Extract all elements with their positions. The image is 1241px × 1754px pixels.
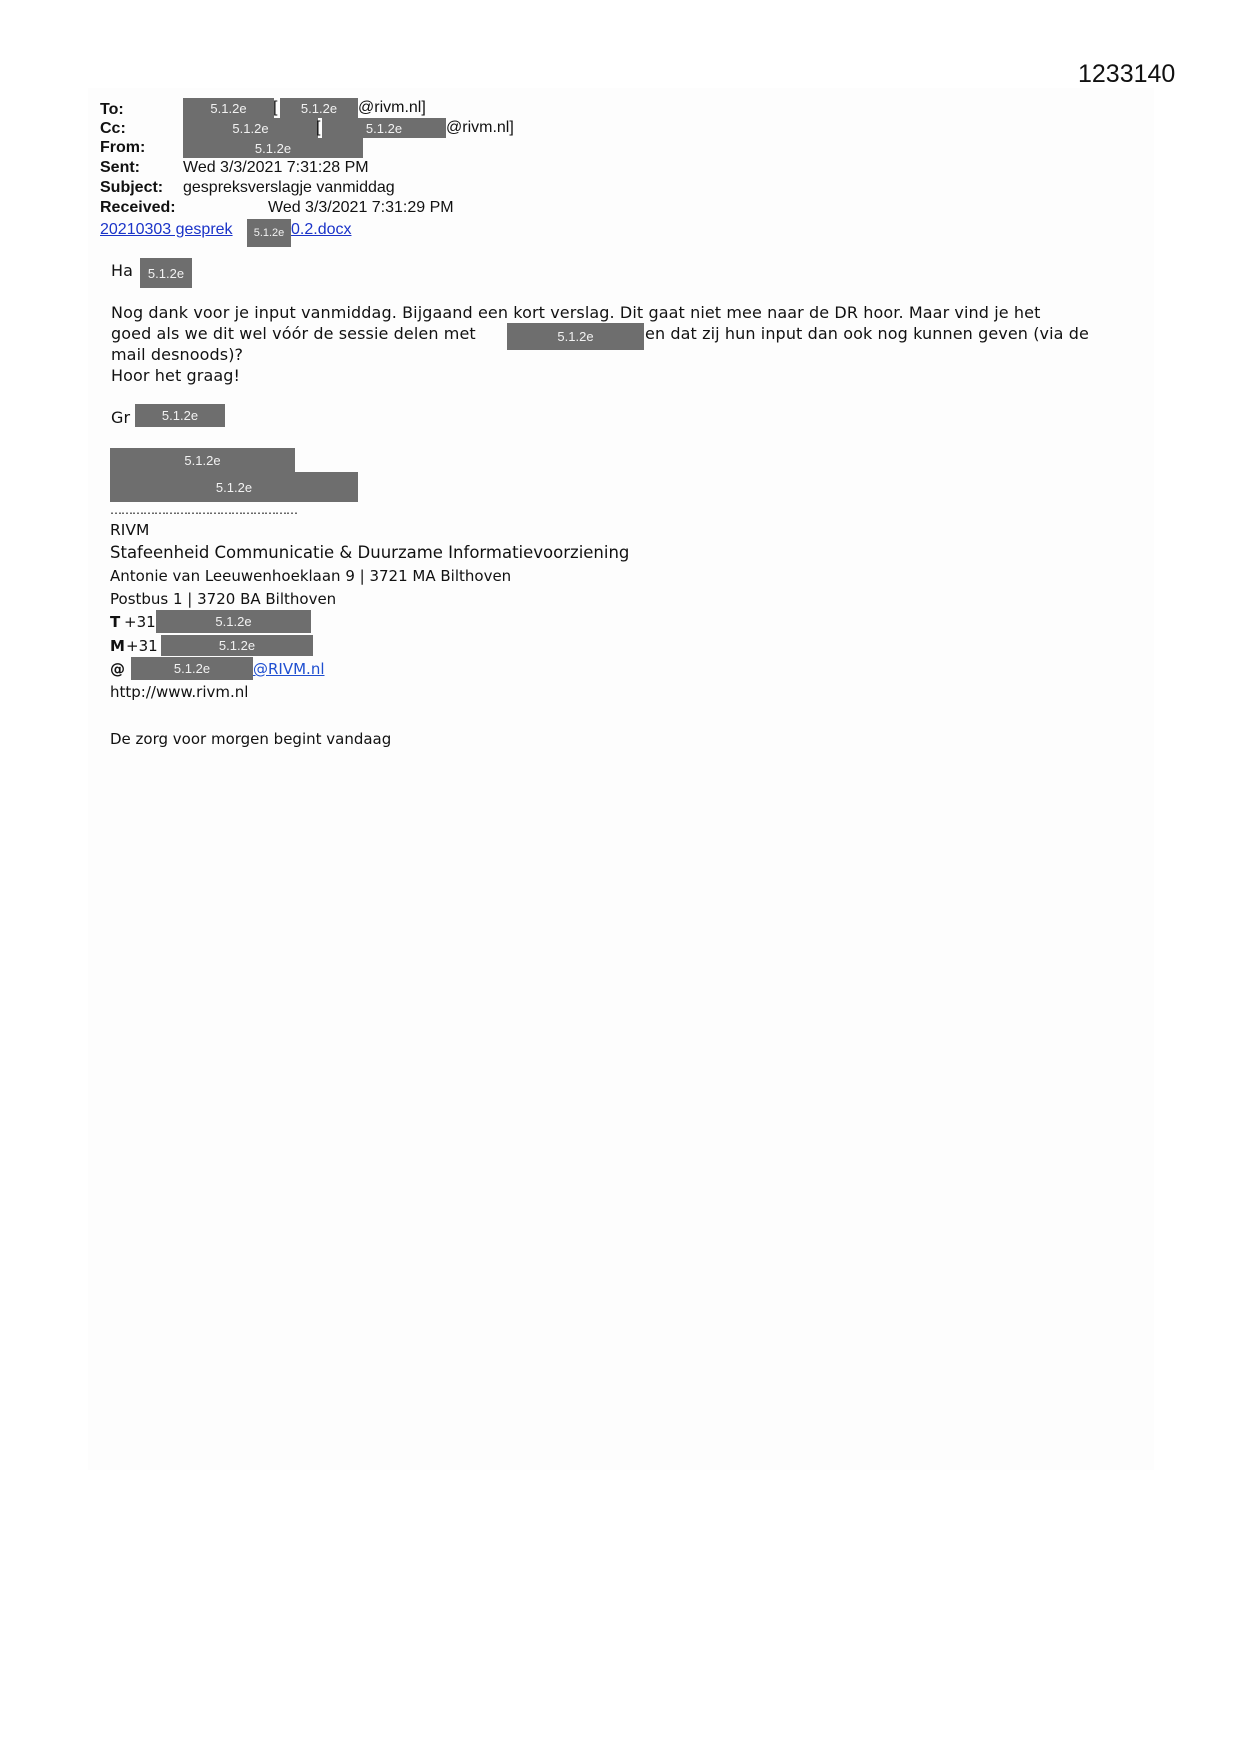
to-domain: @rivm.nl] bbox=[358, 99, 426, 116]
redaction-body-recipients: 5.1.2e bbox=[507, 323, 644, 350]
redaction-greeting-name: 5.1.2e bbox=[140, 258, 192, 288]
signature-email-domain[interactable]: @RIVM.nl bbox=[253, 660, 325, 678]
sent-value: Wed 3/3/2021 7:31:28 PM bbox=[183, 159, 369, 176]
to-label: To: bbox=[100, 101, 124, 118]
signature-unit: Stafeenheid Communicatie & Duurzame Informatievoorziening bbox=[110, 543, 630, 562]
closing: Gr bbox=[111, 408, 131, 427]
redaction-from: 5.1.2e bbox=[183, 138, 363, 158]
signature-motto: De zorg voor morgen begint vandaag bbox=[110, 730, 392, 748]
signature-phone-label: T bbox=[110, 613, 121, 631]
cc-bracket: [ bbox=[316, 119, 321, 136]
cc-label: Cc: bbox=[100, 120, 126, 137]
signature-org: RIVM bbox=[110, 521, 150, 539]
document-number: 1233140 bbox=[1078, 60, 1176, 88]
to-bracket: [ bbox=[273, 99, 278, 116]
signature-email-label: @ bbox=[110, 660, 125, 678]
document-sheet bbox=[88, 88, 1154, 1470]
cc-domain: @rivm.nl] bbox=[446, 119, 514, 136]
redaction-cc-name: 5.1.2e bbox=[183, 118, 318, 138]
received-label: Received: bbox=[100, 199, 176, 216]
subject-value: gespreksverslagje vanmiddag bbox=[183, 179, 395, 196]
redaction-to-address: 5.1.2e bbox=[280, 98, 358, 118]
signature-website[interactable]: http://www.rivm.nl bbox=[110, 683, 249, 701]
redaction-phone: 5.1.2e bbox=[156, 610, 311, 633]
sent-label: Sent: bbox=[100, 159, 140, 176]
redaction-sig-name: 5.1.2e bbox=[110, 448, 295, 472]
redaction-attachment: 5.1.2e bbox=[247, 219, 291, 247]
greeting: Ha bbox=[111, 261, 134, 280]
from-label: From: bbox=[100, 139, 146, 156]
body-line-2-end: en dat zij hun input dan ook nog kunnen geven (via de bbox=[645, 324, 1089, 343]
signature-address-2: Postbus 1 | 3720 BA Bilthoven bbox=[110, 590, 337, 608]
body-line-3: mail desnoods)? bbox=[111, 345, 244, 364]
body-line-4: Hoor het graag! bbox=[111, 366, 241, 385]
attachment-link-suffix[interactable]: 0.2.docx bbox=[291, 221, 352, 238]
signature-mobile-prefix: +31 bbox=[126, 637, 158, 655]
received-value: Wed 3/3/2021 7:31:29 PM bbox=[268, 199, 454, 216]
redaction-email: 5.1.2e bbox=[131, 657, 253, 680]
redaction-cc-address: 5.1.2e bbox=[322, 118, 446, 138]
body-line-2-start: goed als we dit wel vóór de sessie delen met bbox=[111, 324, 476, 343]
redaction-to-name: 5.1.2e bbox=[183, 98, 274, 118]
signature-mobile-label: M bbox=[110, 637, 125, 655]
attachment-link-prefix[interactable]: 20210303 gesprek bbox=[100, 221, 233, 238]
signature-address-1: Antonie van Leeuwenhoeklaan 9 | 3721 MA Bilthoven bbox=[110, 567, 512, 585]
signature-phone-prefix: +31 bbox=[124, 613, 156, 631]
body-line-1: Nog dank voor je input vanmiddag. Bijgaand een kort verslag. Dit gaat niet mee naar de DR hoor. Maar vind je het bbox=[111, 303, 1041, 322]
redaction-closing-name: 5.1.2e bbox=[135, 404, 225, 427]
redaction-sig-title: 5.1.2e bbox=[110, 472, 358, 502]
subject-label: Subject: bbox=[100, 179, 164, 196]
redaction-mobile: 5.1.2e bbox=[161, 635, 313, 656]
signature-separator: …………………………………………… bbox=[110, 503, 297, 517]
